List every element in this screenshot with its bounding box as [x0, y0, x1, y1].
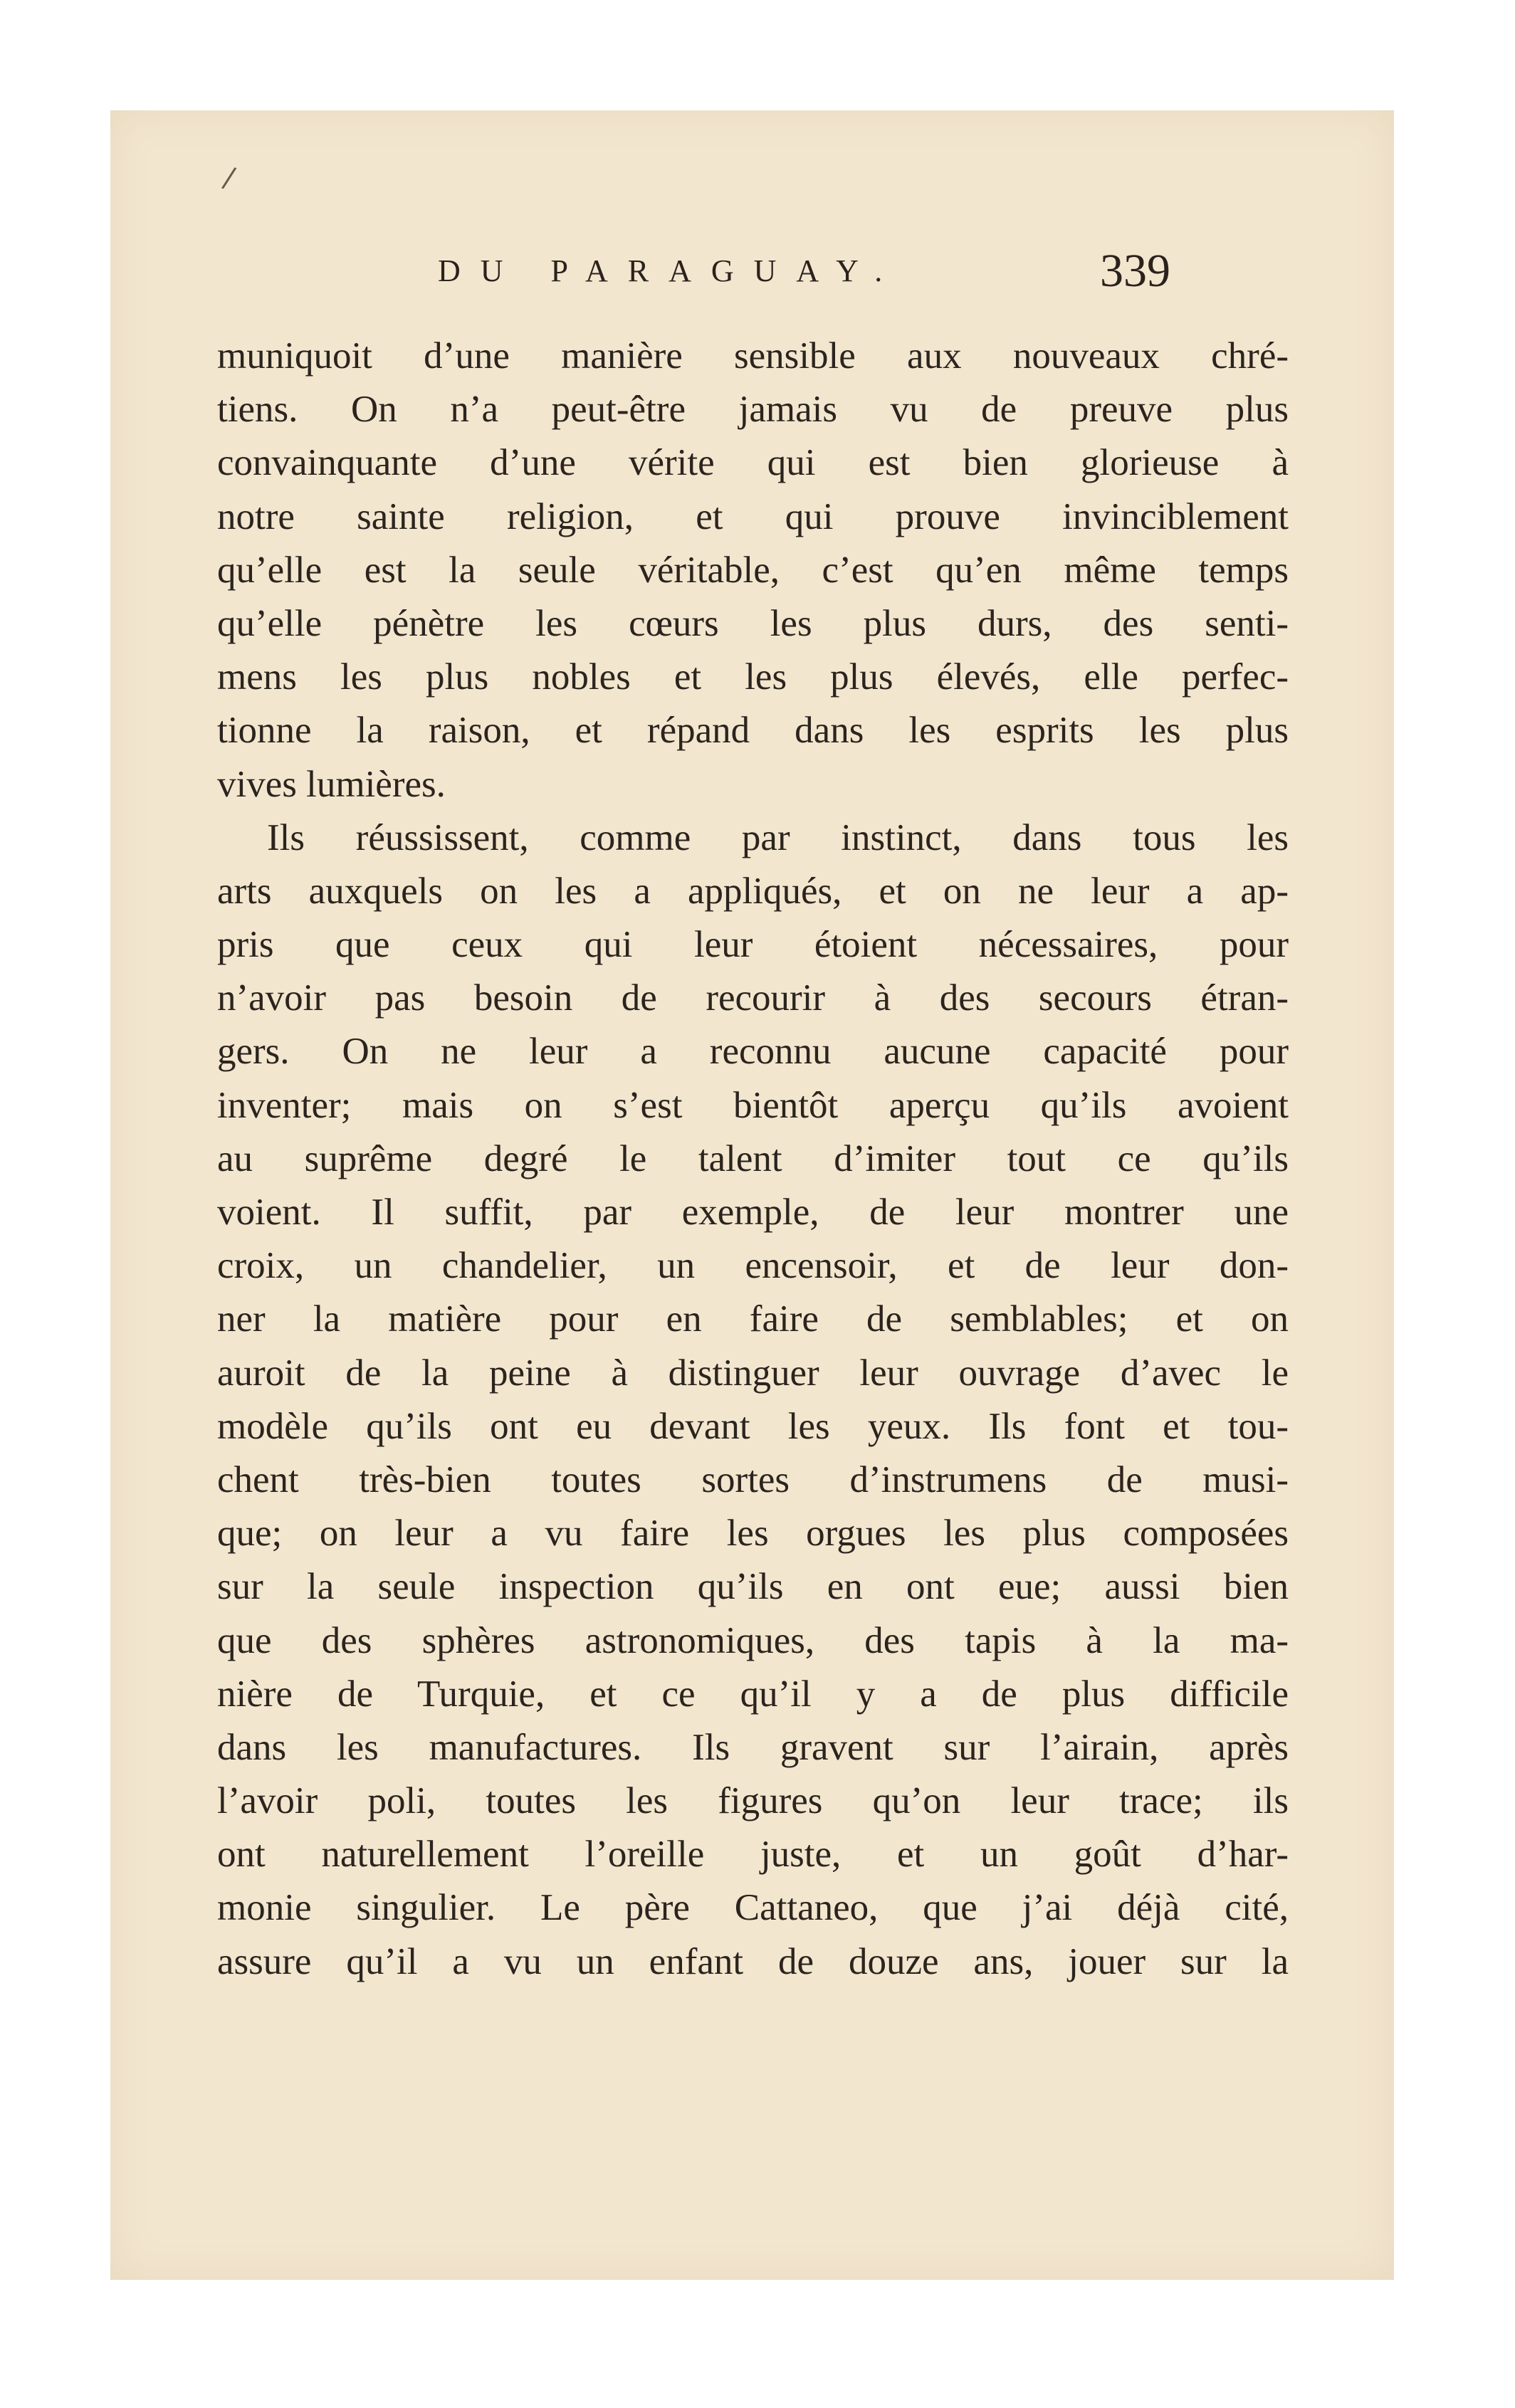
text-line: dans les manufactures. Ils gravent sur l’airain, après	[217, 1726, 1289, 1768]
text-line: qu’elle pénètre les cœurs les plus durs, des senti-	[217, 602, 1289, 644]
text-line: arts auxquels on les a appliqués, et on ne leur a ap-	[217, 870, 1289, 912]
text-line: chent très-bien toutes sortes d’instrumens de musi-	[217, 1458, 1289, 1500]
text-line: mens les plus nobles et les plus élevés, elle perfec-	[217, 656, 1289, 698]
text-line: voient. Il suffit, par exemple, de leur montrer une	[217, 1192, 1289, 1233]
text-line: n’avoir pas besoin de recourir à des secours étran-	[217, 977, 1289, 1019]
text-line: nière de Turquie, et ce qu’il y a de plus difficile	[217, 1673, 1289, 1715]
text-line: tionne la raison, et répand dans les esprits les plus	[217, 710, 1289, 752]
text-line: convainquante d’une vérite qui est bien glorieuse à	[217, 442, 1289, 484]
text-line: sur la seule inspection qu’ils en ont eue; aussi bien	[217, 1566, 1289, 1608]
text-line: modèle qu’ils ont eu devant les yeux. Ils font et tou-	[217, 1405, 1289, 1447]
running-head: DU PARAGUAY.	[438, 253, 903, 288]
text-line: ner la matière pour en faire de semblables; et on	[217, 1298, 1289, 1340]
text-line: notre sainte religion, et qui prouve invinciblement	[217, 495, 1289, 537]
body-text	[217, 330, 1289, 1989]
paragraph-start-line: Ils réussissent, comme par instinct, dans tous les	[267, 816, 1289, 858]
text-line: qu’elle est la seule véritable, c’est qu’en même temps	[217, 549, 1289, 591]
text-line: ont naturellement l’oreille juste, et un goût d’har-	[217, 1834, 1289, 1876]
text-line: assure qu’il a vu un enfant de douze ans, jouer sur la	[217, 1940, 1289, 1982]
text-line: monie singulier. Le père Cattaneo, que j’ai déjà cité,	[217, 1887, 1289, 1929]
text-line: auroit de la peine à distinguer leur ouvrage d’avec le	[217, 1352, 1289, 1394]
text-line: que des sphères astronomiques, des tapis à la ma-	[217, 1619, 1289, 1661]
stray-ink-mark: /	[220, 161, 238, 195]
text-line: croix, un chandelier, un encensoir, et de leur don-	[217, 1245, 1289, 1287]
page-number: 339	[1100, 245, 1170, 297]
text-line: pris que ceux qui leur étoient nécessaires, pour	[217, 924, 1289, 966]
text-line: au suprême degré le talent d’imiter tout ce qu’ils	[217, 1137, 1289, 1179]
text-line: gers. On ne leur a reconnu aucune capacité pour	[217, 1031, 1289, 1073]
book-page	[110, 110, 1394, 2280]
text-line: muniquoit d’une manière sensible aux nouveaux chré-	[217, 335, 1289, 377]
text-line: que; on leur a vu faire les orgues les plus composées	[217, 1513, 1289, 1555]
text-line: l’avoir poli, toutes les figures qu’on leur trace; ils	[217, 1780, 1289, 1822]
text-line: inventer; mais on s’est bientôt aperçu qu’ils avoient	[217, 1084, 1289, 1126]
paragraph-end-line: vives lumières.	[217, 763, 446, 805]
text-line: tiens. On n’a peut-être jamais vu de preuve plus	[217, 389, 1289, 431]
